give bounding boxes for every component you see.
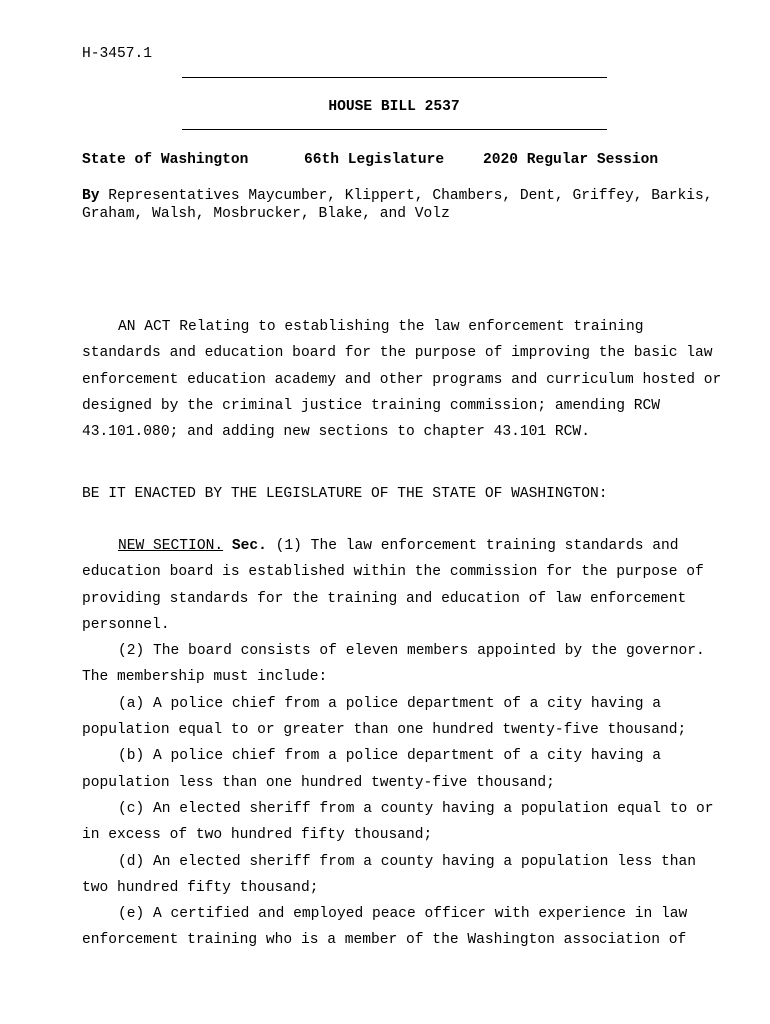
act-title — [82, 314, 722, 445]
state-name: State of Washington — [82, 152, 249, 168]
section-paragraph: (c) An elected sheriff from a county having a population equal to or in excess of two hundred fifty thousand; — [82, 800, 714, 844]
act-title-text: AN ACT Relating to establishing the law enforcement training standards and education board for the purpose of improving the basic law enforcement education academy and other programs and curriculum hosted or designed by the criminal justice training commission; amending RCW 43.101.080; and adding new sections to chapter 43.101 RCW. — [82, 319, 722, 441]
title-rule-top — [182, 77, 607, 78]
section-paragraph — [82, 533, 722, 638]
legislature-name: 66th Legislature — [304, 152, 445, 168]
section-paragraph: (e) A certified and employed peace officer with experience in law enforcement training who is a member of the Washington association of — [82, 906, 688, 949]
sponsors-names: Representatives Maycumber, Klippert, Chambers, Dent, Griffey, Barkis, Graham, Walsh, Mosbrucker, Blake, and Volz — [82, 188, 713, 222]
document-id: H-3457.1 — [82, 46, 153, 62]
sponsors-by-label: By — [82, 188, 100, 204]
section-paragraph-text: (1) The law enforcement training standards and education board is established within the commission for the purpose of providing standards for the training and education of law enforcement personnel. — [82, 538, 704, 633]
new-section-label: NEW SECTION. — [118, 538, 224, 554]
sponsors — [82, 187, 722, 223]
title-rule-bottom — [182, 129, 607, 130]
sec-label: Sec. — [231, 538, 267, 554]
enacting-clause: BE IT ENACTED BY THE LEGISLATURE OF THE STATE OF WASHINGTON: — [82, 486, 608, 502]
section-paragraph: (d) An elected sheriff from a county having a population less than two hundred fifty thousand; — [82, 853, 697, 896]
section-paragraph: (a) A police chief from a police department of a city having a population equal to or greater than one hundred twenty-five thousand; — [82, 695, 687, 739]
section-body — [82, 533, 722, 954]
section-paragraph: (b) A police chief from a police department of a city having a population less than one hundred twenty-five thousand; — [82, 748, 661, 791]
bill-title: HOUSE BILL 2537 — [328, 99, 460, 115]
session-name: 2020 Regular Session — [483, 152, 659, 168]
section-paragraph: (2) The board consists of eleven members appointed by the governor. The membership must include: — [82, 643, 705, 686]
